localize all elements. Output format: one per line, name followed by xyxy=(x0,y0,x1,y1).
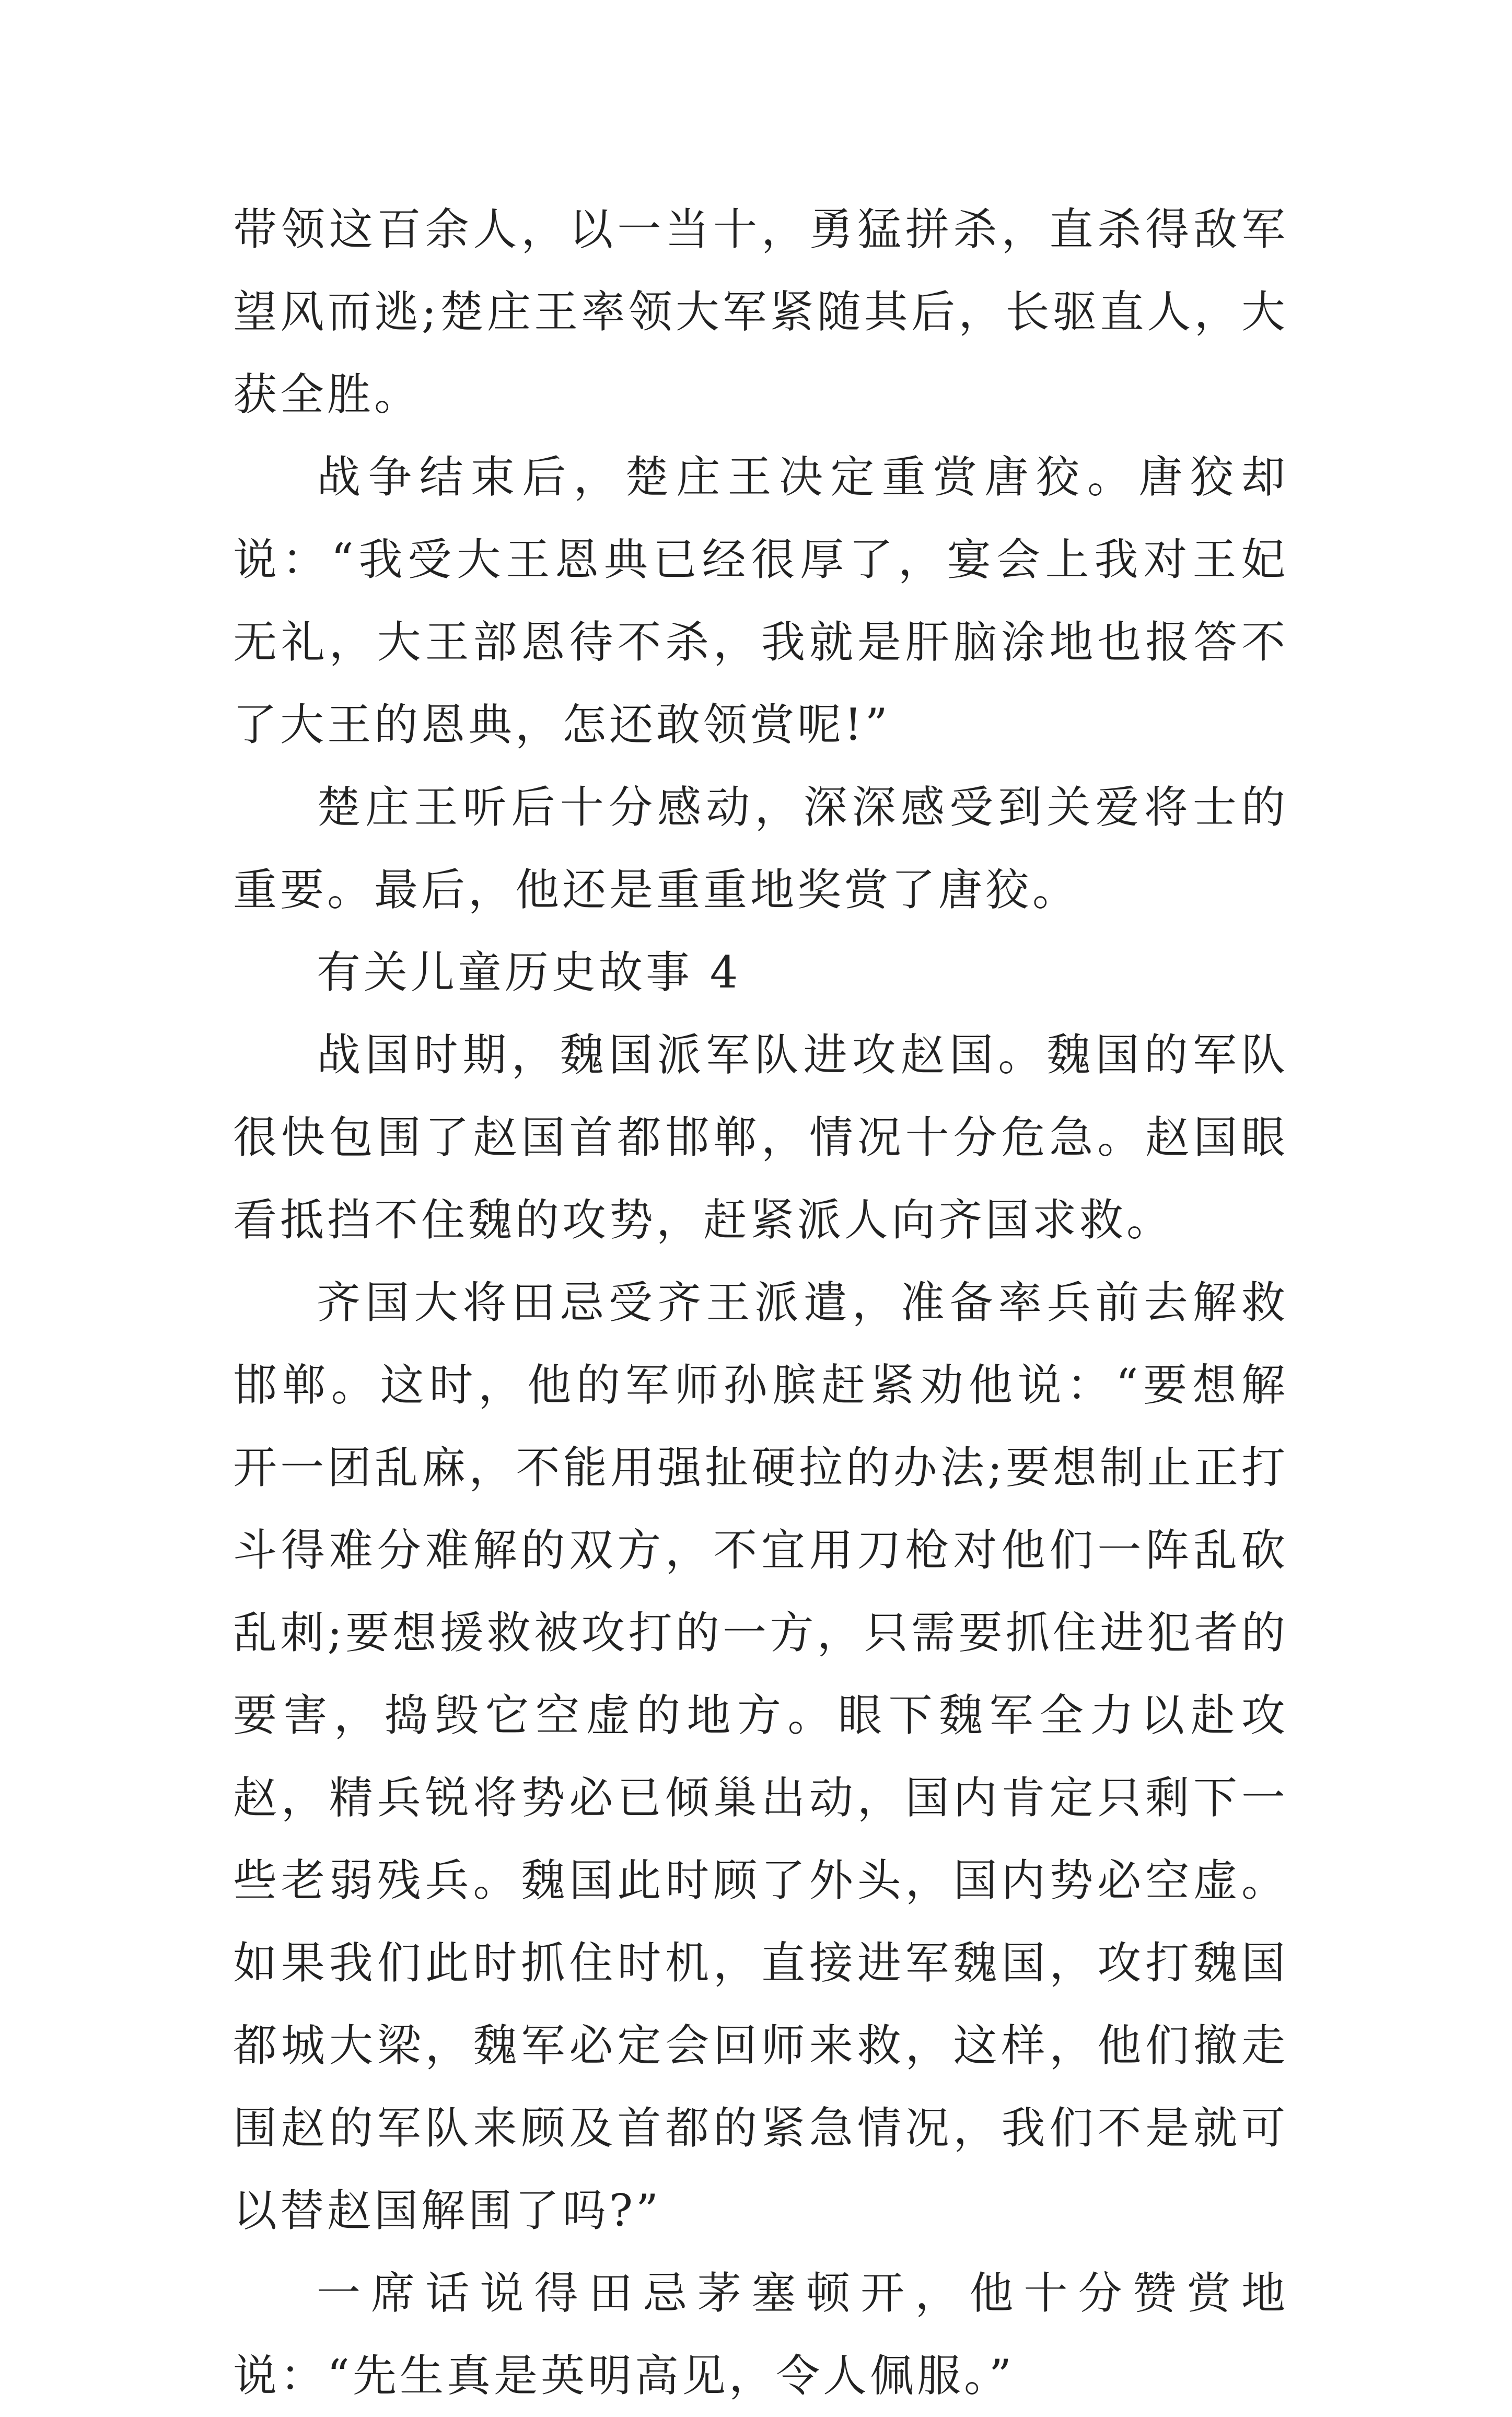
paragraph-1: 带领这百余人，以一当十，勇猛拼杀，直杀得敌军望风而逃;楚庄王率领大军紧随其后，长驱直人，大获全胜。 xyxy=(233,204,1288,420)
paragraph-3: 楚庄王听后十分感动，深深感受到关爱将士的重要。最后，他还是重重地奖赏了唐狡。 xyxy=(233,782,1288,915)
paragraph-5: 齐国大将田忌受齐王派遣，准备率兵前去解救邯郸。这时，他的军师孙膑赶紧劝他说：“要想解开一团乱麻，不能用强扯硬拉的办法;要想制止正打斗得难分难解的双方，不宜用刀枪对他们一阵乱砍乱刺;要想援救被攻打的一方，只需要抓住进犯者的要害，捣毁它空虚的地方。眼下魏军全力以赴攻赵，精兵锐将势必已倾巢出动，国内肯定只剩下一些老弱残兵。魏国此时顾了外头，国内势必空虚。如果我们此时抓住时机，直接进军魏国，攻打魏国都城大梁，魏军必定会回师来救，这样，他们撤走围赵的军队来顾及首都的紧急情况，我们不是就可以替赵国解围了吗?” xyxy=(233,1277,1288,2236)
paragraph-2: 战争结束后，楚庄王决定重赏唐狡。唐狡却说：“我受大王恩典已经很厚了，宴会上我对王妃无礼，大王部恩待不杀，我就是肝脑涂地也报答不了大王的恩典，怎还敢领赏呢!” xyxy=(233,451,1288,750)
document-body xyxy=(233,188,1288,2417)
paragraph-4: 战国时期，魏国派军队进攻赵国。魏国的军队很快包围了赵国首都邯郸，情况十分危急。赵国眼看抵挡不住魏的攻势，赶紧派人向齐国求救。 xyxy=(233,1029,1288,1246)
paragraph-6: 一席话说得田忌茅塞顿开，他十分赞赏地说：“先生真是英明高见，令人佩服。” xyxy=(233,2268,1288,2401)
section-heading: 有关儿童历史故事 4 xyxy=(317,947,741,998)
